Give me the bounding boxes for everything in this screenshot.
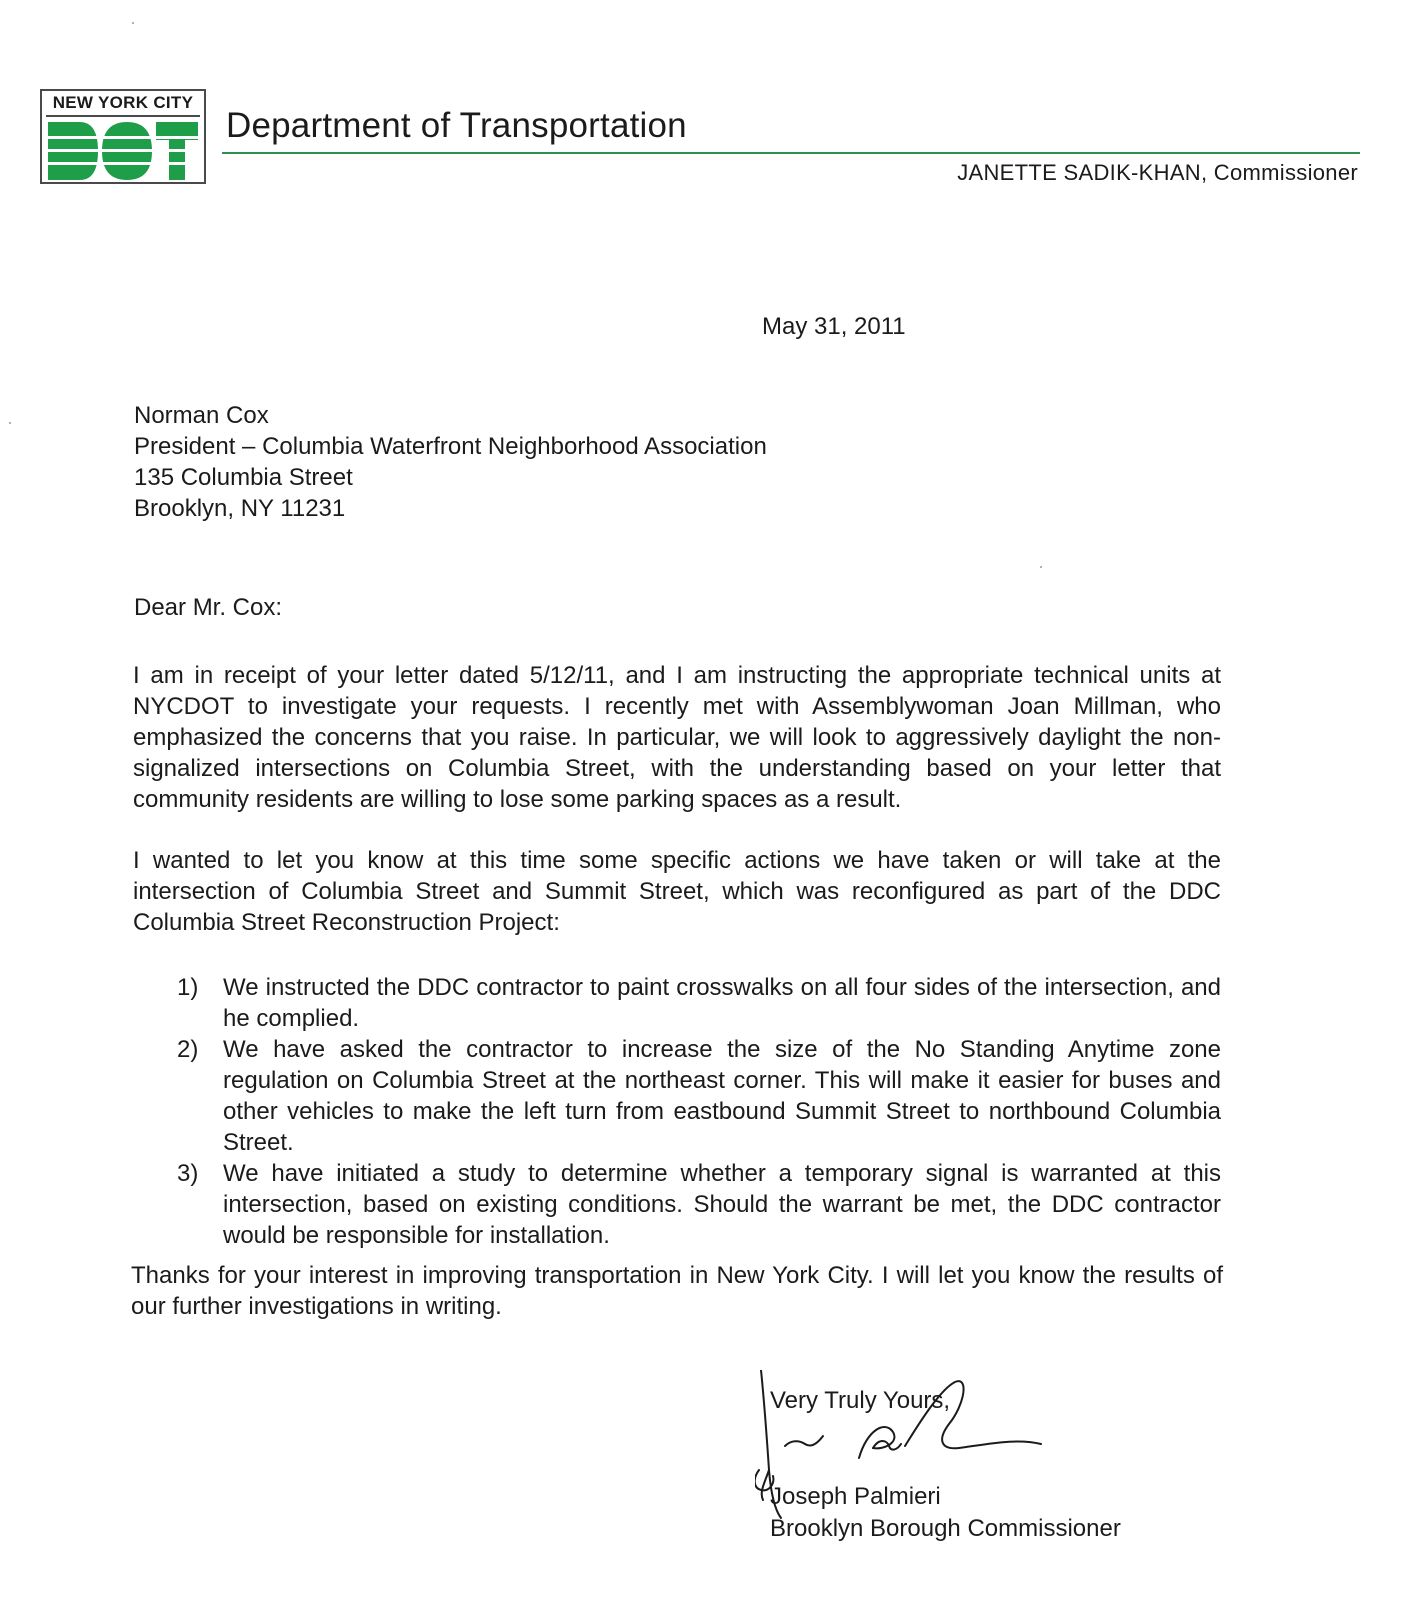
list-item (133, 1158, 1221, 1251)
signer-name: Joseph Palmieri (770, 1483, 941, 1510)
logo-divider (46, 115, 200, 117)
salutation: Dear Mr. Cox: (134, 594, 283, 621)
letterhead-rule (222, 152, 1360, 154)
list-item-number: 2) (177, 1036, 199, 1063)
list-item-text: We instructed the DDC contractor to paint crosswalks on all four sides of the intersection, and he complied. (223, 974, 1221, 1032)
closing-phrase: Very Truly Yours, (770, 1387, 951, 1414)
list-item-number: 1) (177, 974, 199, 1001)
recipient-address (134, 400, 767, 524)
actions-list (133, 972, 1221, 1251)
paragraph-closing: Thanks for your interest in improving transportation in New York City. I will let you know the results of our further investigations in writing. (131, 1262, 1223, 1320)
list-item (133, 1034, 1221, 1158)
department-name: Department of Transportation (226, 106, 687, 145)
recipient-city: Brooklyn, NY 11231 (134, 495, 346, 522)
letter-date: May 31, 2011 (762, 313, 906, 340)
paragraph-actions-intro: I wanted to let you know at this time some specific actions we have taken or will take at the intersection of Columbia Street and Summit Street, which was reconfigured as part of the DDC Columbia Street Reconstruction Project: (133, 847, 1221, 936)
recipient-name: Norman Cox (134, 402, 269, 429)
list-item (133, 972, 1221, 1034)
dot-logo-mark-icon (48, 122, 198, 180)
recipient-street: 135 Columbia Street (134, 464, 353, 491)
list-item-text: We have asked the contractor to increase the size of the No Standing Anytime zone regulation on Columbia Street at the northeast corner. This will make it easier for buses and other vehicles to make the left turn from eastbound Summit Street to northbound Columbia Street. (223, 1036, 1221, 1156)
scan-speck (1040, 566, 1042, 568)
recipient-title: President – Columbia Waterfront Neighborhood Association (134, 433, 767, 460)
list-item-number: 3) (177, 1160, 199, 1187)
scan-speck (132, 22, 134, 24)
nyc-dot-logo (40, 89, 206, 184)
list-item-text: We have initiated a study to determine whether a temporary signal is warranted at this intersection, based on existing conditions. Should the warrant be met, the DDC contractor would be responsible for installation. (223, 1160, 1221, 1249)
scan-speck (9, 422, 11, 424)
signer-title: Brooklyn Borough Commissioner (770, 1515, 1121, 1542)
paragraph-receipt: I am in receipt of your letter dated 5/12/11, and I am instructing the appropriate technical units at NYCDOT to investigate your requests. I recently met with Assemblywoman Joan Millman, who emphasized the concerns that you raise. In particular, we will look to aggressively daylight the non-signalized intersections on Columbia Street, with the understanding based on your letter that community residents are willing to lose some parking spaces as a result. (133, 662, 1221, 813)
handwritten-signature (755, 1370, 1075, 1530)
commissioner-line: JANETTE SADIK-KHAN, Commissioner (957, 160, 1358, 185)
logo-city-text: NEW YORK CITY (52, 93, 194, 112)
